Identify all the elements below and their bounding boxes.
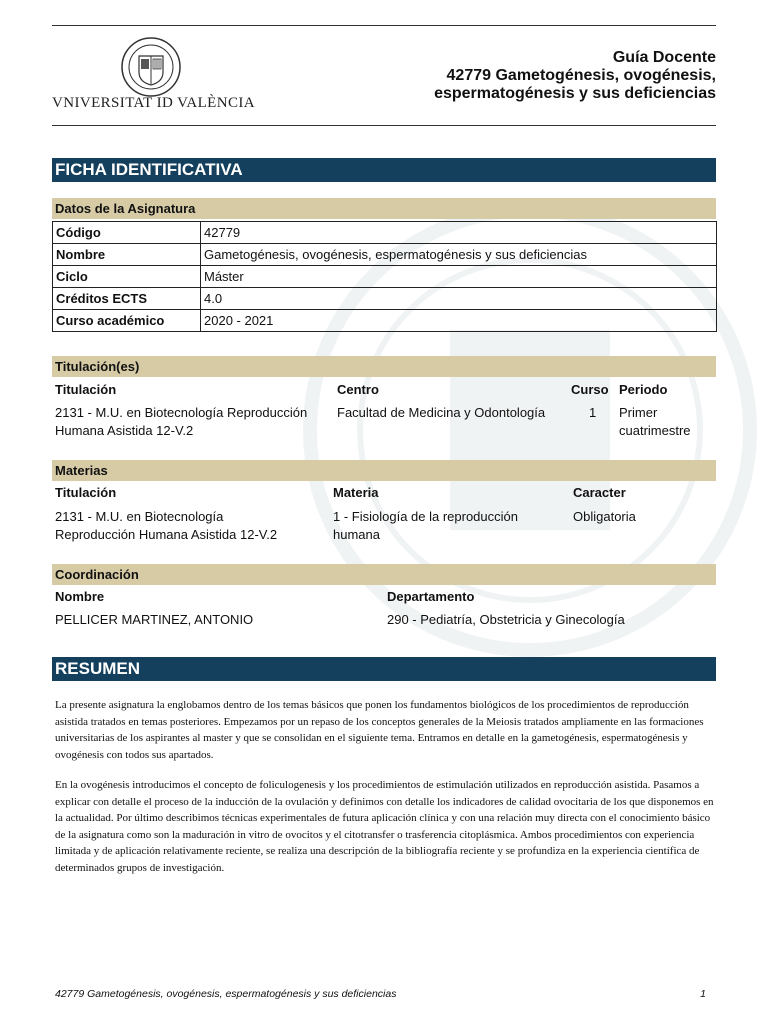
periodo-line-1: Primer [619,405,658,420]
ficha-heading: FICHA IDENTIFICATIVA [52,158,716,182]
coordinacion-col-nombre: Nombre [55,589,105,604]
materia-titulacion-line-1: 2131 - M.U. en Biotecnología [55,509,224,524]
titulaciones-periodo-value [619,404,691,440]
materias-caracter-value: Obligatoria [573,509,636,524]
coordinacion-heading: Coordinación [52,564,716,585]
university-logo-wordmark: VNIVERSITAT ID VALÈNCIA [52,95,255,111]
materias-titulacion-value [55,508,277,544]
nombre-value: Gametogénesis, ovogénesis, espermatogénesis y sus deficiencias [201,244,717,266]
creditos-label: Créditos ECTS [53,288,201,310]
codigo-label: Código [53,222,201,244]
resumen-heading: RESUMEN [52,657,716,681]
materias-materia-value [333,508,518,544]
titulaciones-titulacion-value [55,404,307,440]
title-line-1: Guía Docente [612,49,716,66]
titulaciones-col-periodo: Periodo [619,382,668,397]
footer-page-number: 1 [700,988,706,1000]
table-row [53,310,717,332]
titulaciones-curso-value: 1 [589,405,597,420]
table-row [53,222,717,244]
nombre-label: Nombre [53,244,201,266]
table-row [53,288,717,310]
curso-value: 2020 - 2021 [201,310,717,332]
footer-course-title: 42779 Gametogénesis, ovogénesis, espermatogénesis y sus deficiencias [55,988,397,1000]
coordinacion-nombre-value: PELLICER MARTINEZ, ANTONIO [55,612,254,627]
header-bottom-rule [52,125,716,126]
materia-line-1: 1 - Fisiología de la reproducción [333,509,518,524]
periodo-line-2: cuatrimestre [619,423,691,438]
titulaciones-centro-value: Facultad de Medicina y Odontología [337,405,546,420]
table-row [53,266,717,288]
coordinacion-departamento-value: 290 - Pediatría, Obstetricia y Ginecología [387,612,625,627]
materias-col-caracter: Caracter [573,485,626,500]
titulaciones-col-curso: Curso [571,382,609,397]
materia-titulacion-line-2: Reproducción Humana Asistida 12-V.2 [55,527,278,542]
header-top-rule [52,25,716,26]
table-row [53,244,717,266]
titulaciones-col-centro: Centro [337,382,379,397]
titulaciones-col-titulacion: Titulación [55,382,117,397]
resumen-paragraph-2: En la ovogénesis introducimos el concepto de foliculogenesis y los procedimientos de estimulación utilizados en reproducción asistida. Pasamos a explicar con detalle el proceso de la inducción de la ovulación y definimos con detalle los indicadores de calidad ovocitaria de los que disponemos en la actualidad. Por último describimos técnicas experimentales de futura aplicación clínica y con una relación muy directa con el conocimiento básico de la asignatura como son la maduración in vitro de ovocitos y el citotransfer o trasferencia citoplásmica. Ambos procedimientos con experiencia limitada y de aplicación relativamente reciente, se realiza una descripción de la bibliografía reciente y se profundiza en la experiencia científica de determinados grupos de investigación. [55,779,714,874]
titulacion-line-2: Humana Asistida 12-V.2 [55,423,194,438]
datos-table [52,221,717,332]
titulacion-line-1: 2131 - M.U. en Biotecnología Reproducción [55,405,308,420]
coordinacion-col-departamento: Departamento [387,589,475,604]
university-seal-icon [120,36,182,98]
codigo-value: 42779 [201,222,717,244]
creditos-value: 4.0 [201,288,717,310]
materias-heading: Materias [52,460,716,481]
title-line-2: 42779 Gametogénesis, ovogénesis, [446,67,716,84]
title-line-3: espermatogénesis y sus deficiencias [434,85,716,102]
datos-heading: Datos de la Asignatura [52,198,716,219]
ciclo-value: Máster [201,266,717,288]
materias-col-materia: Materia [333,485,379,500]
materias-col-titulacion: Titulación [55,485,117,500]
titulaciones-heading: Titulación(es) [52,356,716,377]
ciclo-label: Ciclo [53,266,201,288]
materia-line-2: humana [333,527,380,542]
curso-label: Curso académico [53,310,201,332]
document-title [434,49,716,103]
resumen-paragraph-1: La presente asignatura la englobamos dentro de los temas básicos que ponen los fundamentos biológicos de los procedimientos de reproducción asistida tratados en temas posteriores. Empezamos por un repaso de los conceptos generales de la Meiosis tratados ampliamente en las formaciones universitarias de los aspirantes al master y que se consolidan en el siguiente tema. Entramos en detalle en la gametogénesis, espermatogénesis y ovogénesis con todos sus apartados. [55,699,704,761]
